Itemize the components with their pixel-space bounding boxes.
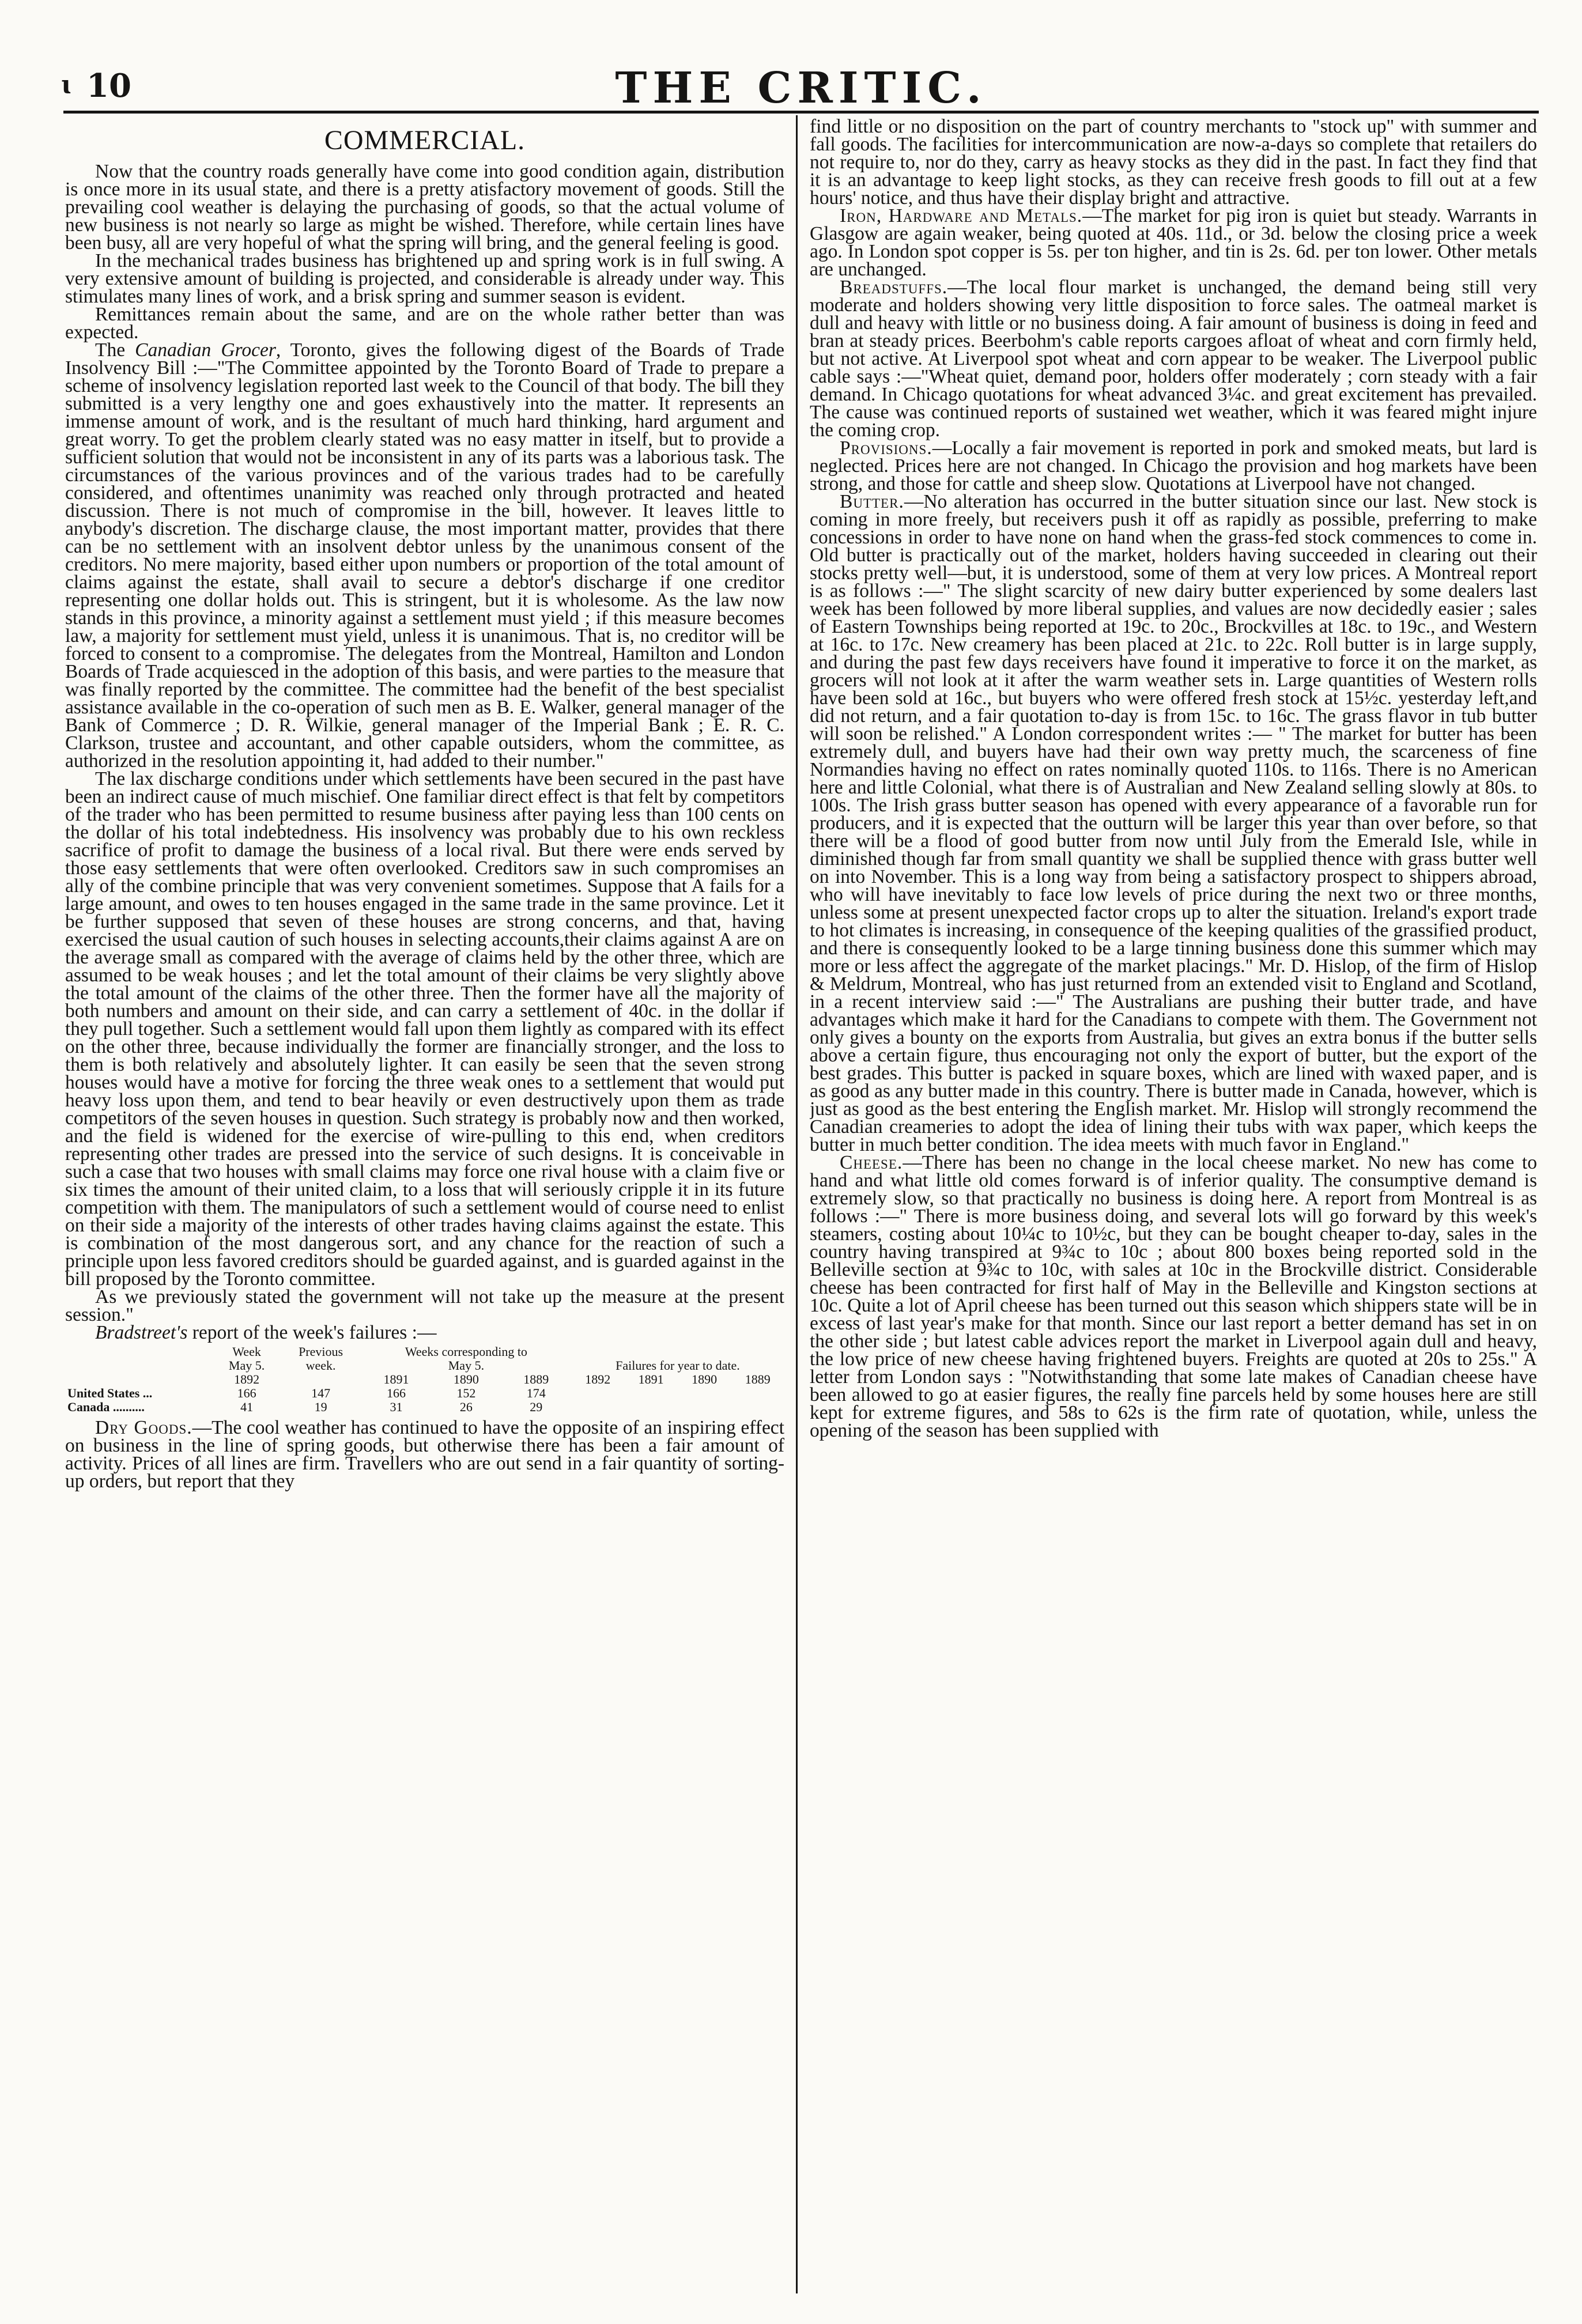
- page-number: 10: [86, 67, 131, 105]
- margin-mark: ɩ: [61, 70, 71, 100]
- masthead: [63, 62, 1539, 114]
- subhead-provisions: Provisions.: [840, 437, 932, 459]
- paragraph-continued: find little or no disposition on the part of country merchants to "stock up" with summer and fall goods. The facilities for intercommunication are now-a-days so complete that retailers do not require to, nor do they, carry as heavy stocks as they did in the past. In fact they find that it is an advantage to keep light stocks, as they can receive fresh goods to fill out at a few hours' notice, and thus have their display bright and attractive.: [810, 118, 1537, 209]
- paragraph-breadstuffs: Breadstuffs.—The local flour market is unchanged, the demand being still very moderate and holders showing very little disposition to force sales. The oatmeal market is dull and heavy with little or no business doing. A fair amount of business is doing in feed and bran at steady prices. Beerbohm's cable reports cargoes afloat of wheat and corn firmly held, but not active. At Liverpool spot wheat and corn appear to be weaker. The Liverpool public cable says :—"Wheat quiet, demand poor, holders offer moderately ; corn steady with a fair demand. In Chicago quotations for wheat advanced 3¼c. and great excitement has prevailed. The cause was continued reports of sustained wet weather, which it was feared might injure the coming crop.: [810, 277, 1537, 441]
- paragraph-cheese: Cheese.—There has been no change in the local cheese market. No new has come to hand and what little old comes forward is of inferior quality. The consumptive demand is extremely slow, so that practically no business is doing here. A report from Montreal is as follows :—" There is more business doing, and several lots will go forward by this week's steamers, costing about 10¼c to 10½c, but they can be bought cheaper to-day, sales in the country having transpired at 9¾c to 10c ; about 800 boxes being reported sold in the Belleville section at 9¾c to 10c, with sales at 10c in the Brockville district. Considerable cheese has been contracted for first half of May in the Belleville and Kingston sections at 10c. Quite a lot of April cheese has been turned out this season which shippers state will be in excess of last year's make for that month. Since our last report a better demand has set in on the other side ; but latest cable advices report the market in Liverpool again dull and heavy, the low price of new cheese having frightened buyers. Freights are quoted at 20s to 25s." A letter from London says : "Notwithstanding that some late makes of Canadian cheese have been allowed to go at easier figures, the really fine parcels held by some houses here are still kept for extreme figures, and 58s to 62s is the firm rate of quotation, while, unless the opening of the season has been supplied with: [810, 1152, 1537, 1441]
- table-row: Canada .......... 41 19 31 26 29: [67, 1400, 543, 1414]
- paragraph-butter: Butter.—No alteration has occurred in the butter situation since our last. New stock is coming in more freely, but receivers push it off as rapidly as possible, preferring to make concessions in order to have none on hand when the grass-fed stock commences to come in. Old butter is practically out of the market, holders having succeeded in clearing out their stocks pretty well—but, it is understood, some of them at very low prices. A Montreal report is as follows :—" The slight scarcity of new dairy butter experienced by some dealers last week has been followed by more liberal supplies, and values are now decidedly easier ; sales of Eastern Townships being reported at 19c. to 20c., Brockvilles at 18c. to 19c., and Western at 16c. to 17c. New creamery has been placed at 21c. to 22c. Roll butter is in large supply, and during the past few days receivers have found it imperative to force it on the market, as grocers will not look at it after the warm weather sets in. Large quantities of Western rolls have been sold at 16c., but buyers who were offered fresh stock at 15½c. yesterday left,and did not return, and a fair quotation to-day is from 15c. to 16c. The grass flavor in tub butter will soon be relished." A London correspondent writes :— " The market for butter has been extremely dull, and buyers have had their own way pretty much, the scarceness of fine Normandies having no effect on rates nominally quoted 110s. to 116s. There is no American here and little Colonial, what there is of Australian and New Zealand selling slowly at 80s. to 100s. The Irish grass butter season has opened with every appearance of a favorable run for producers, and it is expected that the outturn will be larger this year than over before, so that there will be a flood of good butter from now until July from the Emerald Isle, while in diminished though far from small quantity we shall be supplied thence with grass butter well on into November. This is a long way from being a satisfactory prospect to shippers abroad, who will have inevitably to face low levels of price during the next two or three months, unless some at present unexpected factor crops up to alter the situation. Ireland's export trade to hot climates is increasing, in consequence of the keeping qualities of the grassified product, and there is consequently looked to be a large tinning business done this summer which may more or less affect the aggregate of the market placings." Mr. D. Hislop, of the firm of Hislop & Meldrum, Montreal, who has just returned from an extended visit to England and Scotland, in a recent interview said :—" The Australians are pushing their butter trade, and have advantages which make it hard for the Canadians to compete with them. The Government not only gives a bounty on the exports from Australia, but gives an extra bonus if the butter sells above a certain figure, thus encouraging not only the export of butter, but the export of the best grades. This butter is packed in square boxes, which are lined with waxed paper, and is as good as any butter made in this country. There is butter made in Canada, however, which is just as good as the best entering the English market. Mr. Hislop will strongly recommend the Canadian creameries to adopt the idea of lining their tubs with wax paper, which keeps the butter in much better condition. The idea meets with much favor in England.": [810, 491, 1537, 1155]
- table-header-row: 1892 1891 1890 1889 1892 1891 1890 1889: [234, 1372, 771, 1386]
- subhead-iron: Iron, Hardware and Metals.: [840, 205, 1083, 226]
- table-row: United States ... 166 147 166 152 174: [67, 1386, 546, 1400]
- subhead-cheese: Cheese.: [840, 1152, 903, 1173]
- section-heading: COMMERCIAL.: [324, 125, 526, 156]
- publication-name: Canadian Grocer: [135, 339, 276, 361]
- paragraph-iron: Iron, Hardware and Metals.—The market for pig iron is quiet but steady. Warrants in Glasgow are again weaker, being quoted at 40s. 11d., or 3d. below the closing price a week ago. In London spot copper is 5s. per ton higher, and tin is 2s. 6d. per ton lower. Other metals are unchanged.: [810, 205, 1537, 280]
- paragraph-remittances: Remittances remain about the same, and are on the whole rather better than was expected.: [65, 304, 784, 343]
- table-header-row: Week Previous Weeks corresponding to: [232, 1344, 527, 1359]
- paragraph-insolvency-bill: The Canadian Grocer, Toronto, gives the following digest of the Boards of Trade Insolvency Bill :—"The Committee appointed by the Toronto Board of Trade to prepare a scheme of insolvency legislation reported last week to the Council of that body. The bill they submitted is a very lengthy one and goes exhaustively into the matter. It represents an immense amount of work, and is the resultant of much hard thinking, hard argument and great worry. To get the problem clearly stated was no easy matter in itself, but to provide a sufficient solution that would not be inconsistent in any of its parts was a laborious task. The circumstances of the various provinces and of the various trades had to be carefully considered, and oftentimes unanimity was reached only through protracted and heated discussion. There is not much of compromise in the bill, however. It leaves little to anybody's discretion. The discharge clause, the most important matter, provides that there can be no settlement with an insolvent debtor unless by the unanimous consent of the creditors. No mere majority, based either upon numbers or proportion of the total amount of claims against the estate, shall avail to secure a debtor's discharge if one creditor representing one dollar holds out. This is stringent, but it is wholesome. As the law now stands in this province, a minority against a settlement must yield ; if this measure becomes law, a majority for settlement must yield, unless it is unanimous. That is, no creditor will be forced to consent to a compromise. The delegates from the Montreal, Hamilton and London Boards of Trade acquiesced in the adoption of this basis, and were parties to the measure that was finally reported by the committee. The committee had the benefit of the best specialist assistance available in the co-operation of such men as B. E. Walker, general manager of the Bank of Commerce ; D. R. Wilkie, general manager of the Imperial Bank ; E. R. C. Clarkson, trustee and accountant, and other capable outsiders, whom the committee, as authorized in the resolution appointing it, had added to their number.": [65, 339, 784, 772]
- paragraph-mechanical-trades: In the mechanical trades business has brightened up and spring work is in full swing. A very extensive amount of building is projected, and considerable is already under way. This stimulates many lines of work, and a brisk spring and summer season is evident.: [65, 250, 784, 307]
- paragraph-provisions: Provisions.—Locally a fair movement is reported in pork and smoked meats, but lard is neglected. Prices here are not changed. In Chicago the provision and hog markets have been strong, and those for cattle and sheep slow. Quotations at Liverpool have not changed.: [810, 437, 1537, 494]
- right-column: [810, 118, 1537, 2299]
- paragraph-discharge-conditions: The lax discharge conditions under which settlements have been secured in the past have been an indirect cause of much mischief. One familiar direct effect is that felt by competitors of the trader who has been permitted to resume business after paying less than 100 cents on the dollar of his total indebtedness. His insolvency was probably due to his own reckless sacrifice of profit to damage the business of a local rival. But there were ends served by those easy settlements that were often overlooked. Creditors saw in such compromises an ally of the combine principle that was very convenient sometimes. Suppose that A fails for a large amount, and owes to ten houses engaged in the same trade in the same province. Let it be further supposed that seven of these houses are strong concerns, and that, having exercised the usual caution of such houses in selecting accounts,their claims against A are on the average small as compared with the average of claims held by the other three, which are assumed to be weak houses ; and let the total amount of their claims be very slightly above the total amount of the claims of the other three. Then the former have all the majority of both numbers and amount on their side, and can carry a settlement of 40c. in the dollar if they pull together. Such a settlement would fall upon them lightly as compared with its effect on the other three, because individually the former are financially stronger, and the loss to them is both relatively and absolutely lighter. It can easily be seen that the seven strong houses would have a motive for forcing the three weak ones to a settlement that would put heavy loss upon them, and tend to bear heavily or even destructively upon them as trade competitors of the seven houses in question. Such strategy is probably now and then worked, and the field is widened for the exercise of wire-pulling to this end, when creditors representing other trades are pressed into the service of such designs. It is conceivable in such a case that two houses with small claims may force one rival house with a claim five or six times the amount of their united claim, to a loss that will seriously cripple it in its future competition with them. The manipulators of such a settlement would of course need to enlist on their side a majority of the interests of other trades having claims against the estate. This is combination of the most dangerous sort, and any chance for the reaction of such a principle upon less favored creditors should be guarded against, and is guarded against in the bill proposed by the Toronto committee.: [65, 768, 784, 1290]
- paragraph-bradstreet: Bradstreet's report of the week's failures :—: [95, 1322, 437, 1343]
- publication-title: THE CRITIC.: [615, 63, 987, 113]
- table-header-row: May 5. week. May 5. Failures for year to date.: [228, 1358, 740, 1373]
- masthead-rule: [63, 111, 1539, 114]
- column-divider: [796, 115, 798, 2293]
- paragraph-dry-goods: Dry Goods.—The cool weather has continued to have the opposite of an inspiring effect on business in the line of spring goods, but otherwise there has been a fair amount of activity. Prices of all lines are firm. Travellers who are out send in a fair quantity of sorting-up orders, but report that they: [65, 1417, 784, 1492]
- subhead-butter: Butter.: [840, 491, 904, 512]
- paragraph-roads: Now that the country roads generally have come into good condition again, distribution is once more in its usual state, and there is a pretty atisfactory movement of goods. Still the prevailing cool weather is delaying the purchasing of goods, so that the actual volume of new business is not nearly so large as might be wished. Therefore, while certain lines have been busy, all are very hopeful of what the spring will bring, and the general feeling is good.: [65, 161, 784, 254]
- subhead-breadstuffs: Breadstuffs.: [840, 277, 948, 298]
- failures-table: [65, 1345, 784, 1414]
- paragraph-government: As we previously stated the government will not take up the measure at the present session.": [65, 1286, 784, 1325]
- subhead-dry-goods: Dry Goods.: [95, 1417, 192, 1438]
- left-column: [65, 124, 784, 2300]
